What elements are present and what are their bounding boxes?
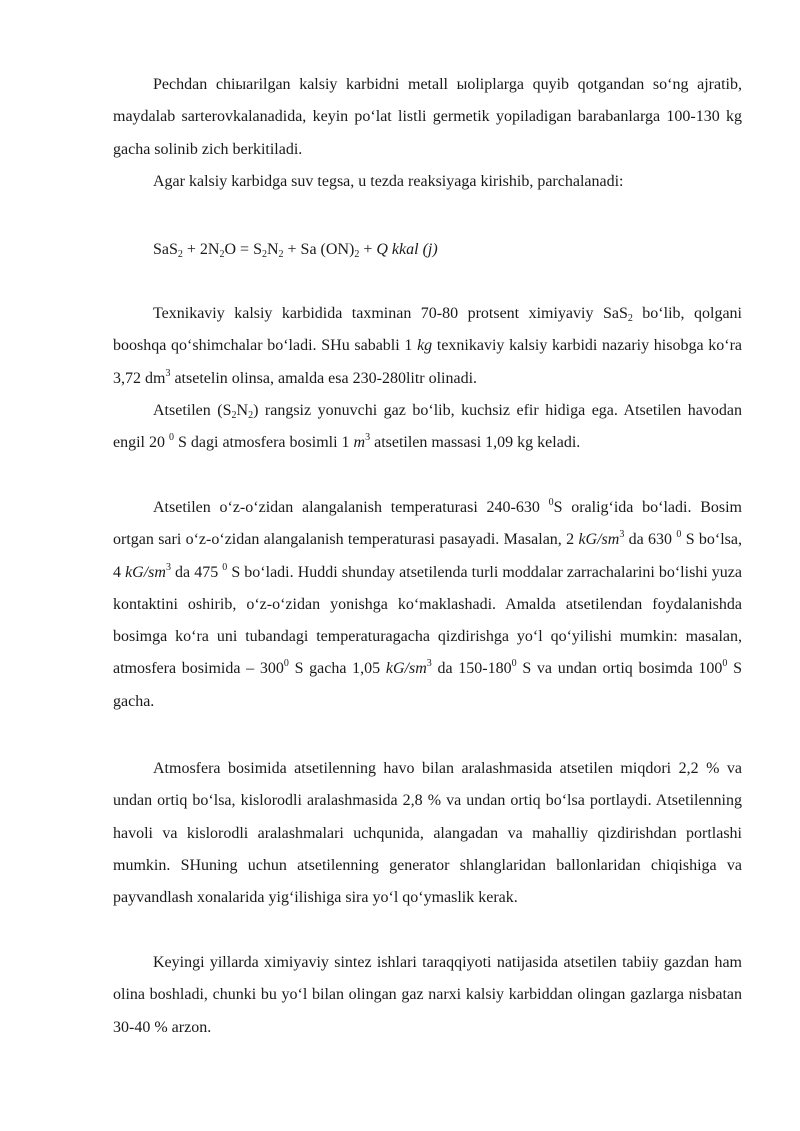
paragraph-explosion-limits: Atmosfera bosimida atsetilenning havo bilan aralashmasida atsetilen miqdori 2,2 % va undan ortiq bo‘lsa, kislorodli aralashmasida 2,8 % va undan ortiq bo‘lsa portlaydi. Atsetilenning havoli va kislorodli aralashmalari uchqunida, alangadan va mahalliy qizdirishdan portlashi mumkin. SHuning uchun atsetilenning generator shlanglaridan ballonlaridan chiqishiga va payvandlash xonalarida yig‘ilishiga sira yo‘l qo‘ymaslik kerak. — [113, 760, 742, 907]
paragraph-natural-gas: Keyingi yillarda ximiyaviy sintez ishlari taraqqiyoti natijasida atsetilen tabiiy gazdan ham olina boshladi, chunki bu yo‘l bilan olingan gaz narxi kalsiy karbiddan olingan gazlarga nisbatan 30-40 % arzon. — [113, 954, 742, 1036]
reaction-formula: $SaS_2 + 2N_2O = S_2N_2 + Sa$ $(ON)_2 + Q$ kkal (j) — [153, 241, 438, 260]
paragraph-calcium-carbide-storage: Pechdan chiыarilgan kalsiy karbidni metall ыoliplarga quyib qotgandan so‘ng ajratib, maydalab sarterovkalanadida, keyin po‘lat listli germetik yopiladigan barabanlarga 100-130 kg gacha solinib zich berkitiladi. — [113, 76, 742, 158]
paragraph-acetylene-properties: Atsetilen $(S_2N_2)$ rangsiz yonuvchi gaz bo‘lib, kuchsiz efir hidiga ega. Atsetilen havodan engil 20 $^0$ S dagi atmosfera bosimli 1 $m^3$ atsetilen massasi 1,09 kg keladi. — [113, 402, 742, 452]
paragraph-reaction-intro: Agar kalsiy karbidga suv tegsa, u tezda reaksiyaga kirishib, parchalanadi: — [153, 173, 624, 190]
paragraph-technical-carbide: Texnikaviy kalsiy karbidida taxminan 70-80 protsent ximiyaviy SaS$_2$ bo‘lib, qolgani booshqa qo‘shimchalar bo‘ladi. SHu sababli 1 kg texnikaviy kalsiy karbidi nazariy hisobga ko‘ra 3,72 $dm^3$ atsetelin olinsa, amalda esa 230-280litr olinadi. — [113, 305, 742, 387]
paragraph-ignition-temperature: Atsetilen o‘z-o‘zidan alangalanish temperaturasi 240-630 $^0$S oralig‘ida bo‘ladi. Bosim ortgan sari o‘z-o‘zidan alangalanish temperaturasi pasayadi. Masalan, 2 $kG/sm^3$ da 630 $^0$ S bo‘lsa, 4 $kG/sm^3$ da 475 $^0$ S bo‘ladi. Huddi shunday atsetilenda turli moddalar zarrachalarini bo‘lishi yuza kontaktini oshirib, o‘z-o‘zidan yonishga ko‘maklashadi. Amalda atsetilendan foydalanishda bosimga ko‘ra uni tubandagi temperaturagacha qizdirishga yo‘l qo‘yilishi mumkin: masalan, atmosfera bosimida – $300^0$ S gacha 1,05 $kG/sm^3$ da $150-180^0$ S va undan ortiq bosimda $100^0$ S gacha. — [113, 497, 743, 710]
